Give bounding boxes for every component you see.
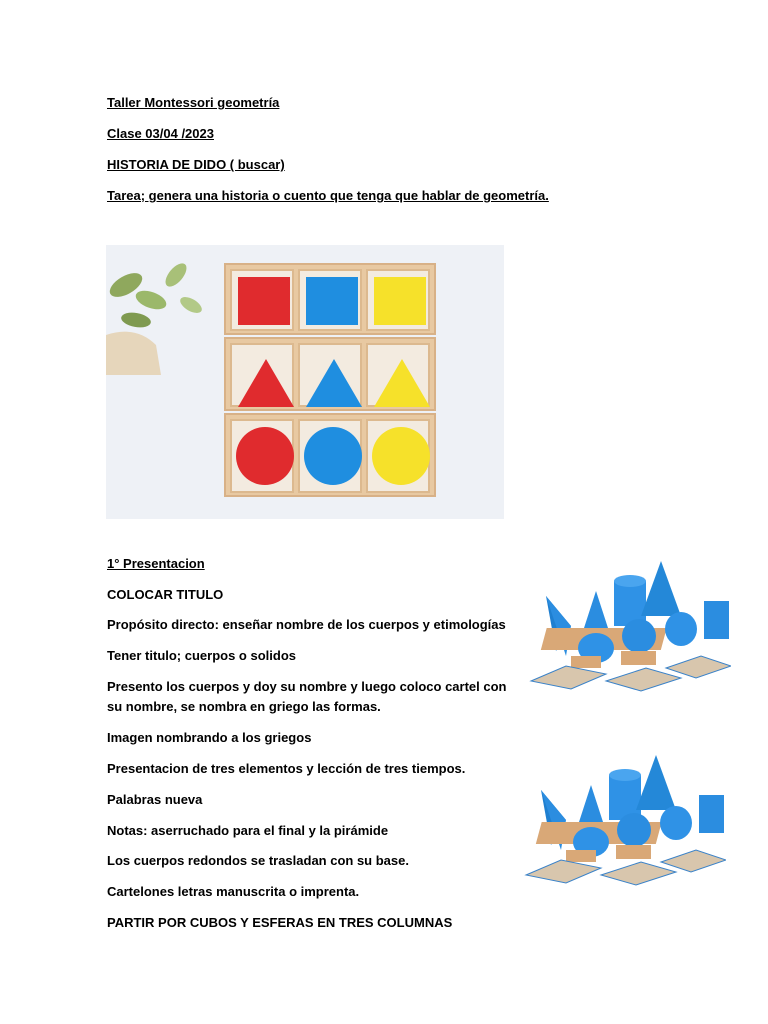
- presentation-heading: 1° Presentacion: [107, 556, 205, 571]
- note-line-8: Notas: aserruchado para el final y la pirámide: [107, 823, 389, 838]
- yellow-circle-icon: [372, 427, 430, 485]
- yellow-square-icon: [374, 277, 426, 325]
- triangle-slot-yellow: [366, 343, 430, 407]
- dido-story-note: HISTORIA DE DIDO ( buscar): [107, 157, 285, 172]
- note-line-9: Los cuerpos redondos se trasladan con su base.: [107, 853, 409, 868]
- class-date: Clase 03/04 /2023: [107, 126, 214, 141]
- red-circle-icon: [236, 427, 294, 485]
- trays-photo: [106, 245, 504, 519]
- red-square-icon: [238, 277, 290, 325]
- circle-slot-blue: [298, 419, 362, 493]
- square-slot-yellow: [366, 269, 430, 331]
- note-line-4: Presento los cuerpos y doy su nombre y luego coloco cartel con su nombre, se nombra en griego las formas.: [107, 679, 507, 714]
- triangle-slot-red: [230, 343, 294, 407]
- geometric-solids-icon: [526, 556, 731, 696]
- note-line-5: Imagen nombrando a los griegos: [107, 730, 312, 745]
- geometric-solids-photo-2: [521, 750, 726, 890]
- red-triangle-icon: [238, 359, 294, 407]
- geometric-solids-photo-1: [526, 556, 731, 696]
- geometric-solids-icon: [521, 750, 726, 890]
- plant-leaves-icon: [106, 245, 216, 375]
- note-line-10: Cartelones letras manuscrita o imprenta.: [107, 884, 360, 899]
- note-line-7: Palabras nueva: [107, 792, 203, 807]
- note-line-3: Tener titulo; cuerpos o solidos: [107, 648, 296, 663]
- blue-circle-icon: [304, 427, 362, 485]
- triangles-tray: [224, 337, 436, 411]
- note-line-11: PARTIR POR CUBOS Y ESFERAS EN TRES COLUMNAS: [107, 915, 453, 930]
- note-line-2: Propósito directo: enseñar nombre de los cuerpos y etimologías: [107, 617, 506, 632]
- triangle-slot-blue: [298, 343, 362, 407]
- yellow-triangle-icon: [374, 359, 430, 407]
- squares-tray: [224, 263, 436, 335]
- square-slot-red: [230, 269, 294, 331]
- blue-triangle-icon: [306, 359, 362, 407]
- homework-line: Tarea; genera una historia o cuento que tenga que hablar de geometría.: [107, 188, 549, 203]
- circle-slot-red: [230, 419, 294, 493]
- circles-tray: [224, 413, 436, 497]
- workshop-title: Taller Montessori geometría: [107, 95, 280, 110]
- note-line-6: Presentacion de tres elementos y lección de tres tiempos.: [107, 761, 466, 776]
- blue-square-icon: [306, 277, 358, 325]
- square-slot-blue: [298, 269, 362, 331]
- circle-slot-yellow: [366, 419, 430, 493]
- note-line-1: COLOCAR TITULO: [107, 587, 224, 602]
